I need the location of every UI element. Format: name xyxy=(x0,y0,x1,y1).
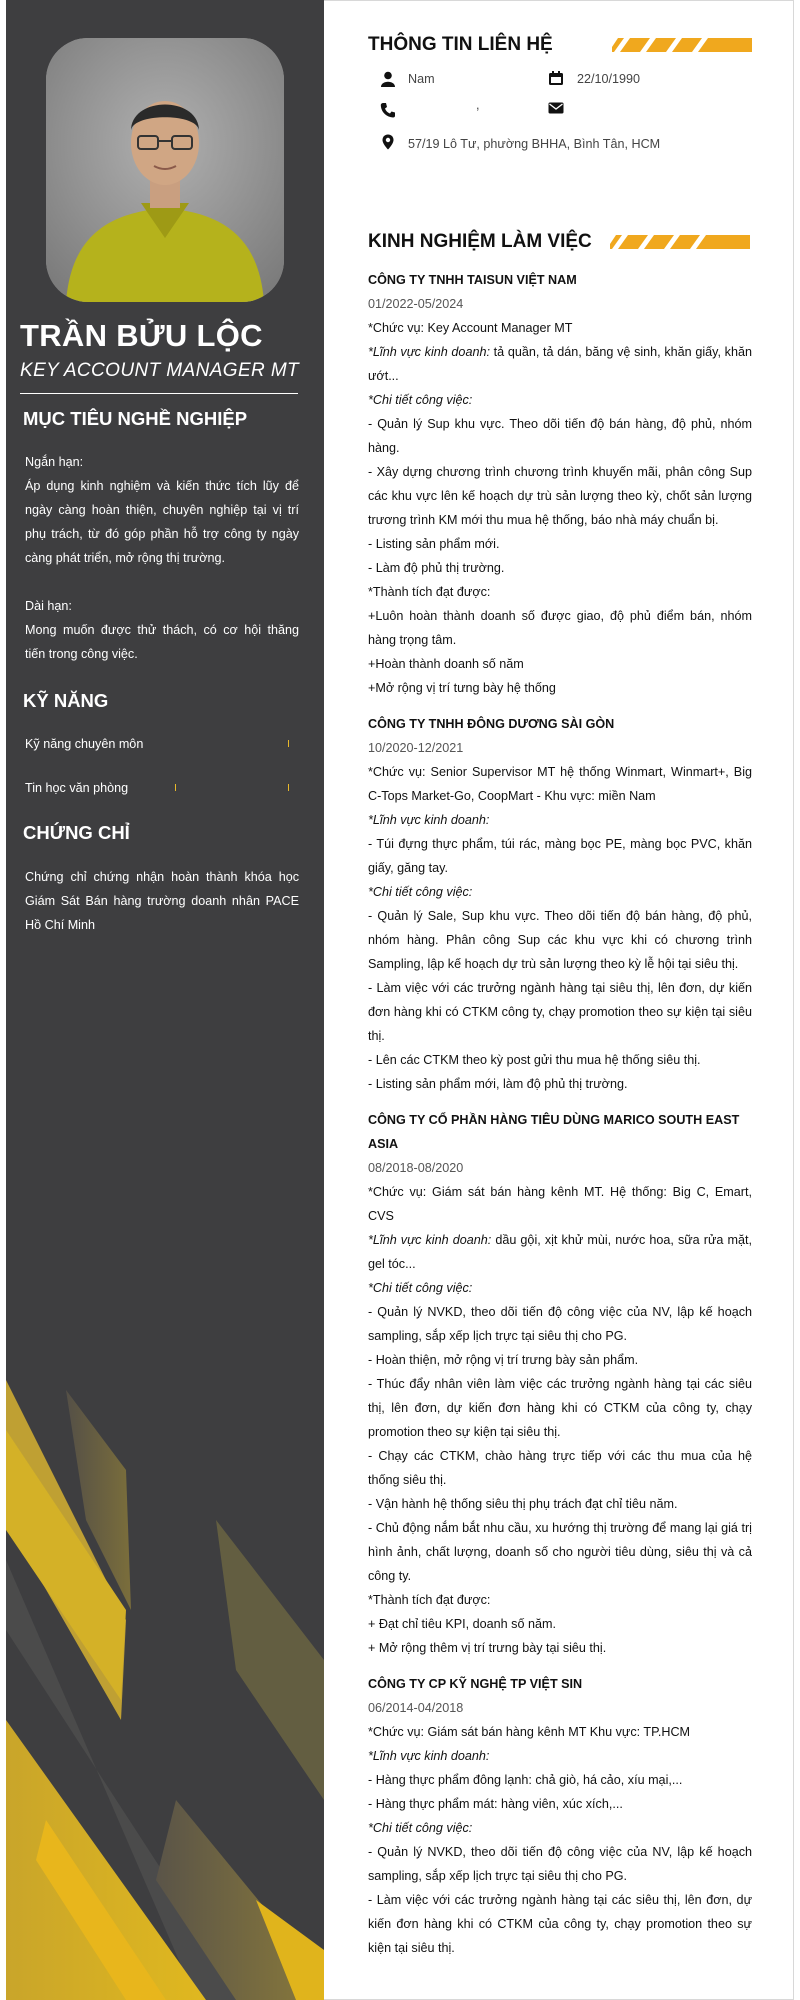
job-detail-label: *Lĩnh vực kinh doanh: xyxy=(368,1749,490,1763)
job-detail-text: - Làm việc với các trưởng ngành hàng tại các siêu thị, lên đơn, dự kiến đơn hàng khi có CTKM của công ty, chạy promotion theo sự kiện tại siêu thị. xyxy=(368,1893,752,1955)
job-detail-line xyxy=(368,532,752,556)
address-value: 57/19 Lô Tư, phường BHHA, Bình Tân, HCM xyxy=(408,137,661,151)
contact-heading: THÔNG TIN LIÊN HỆ xyxy=(368,34,553,55)
skill-label: Kỹ năng chuyên môn xyxy=(25,737,144,751)
profile-photo xyxy=(46,38,284,302)
job-detail-line xyxy=(368,1744,752,1768)
job-detail-text: - Quản lý Sale, Sup khu vực. Theo dõi tiến độ bán hàng, độ phủ, nhóm hàng. Phân công Sup các khu vực khi có chương trình Sampling, lập kế hoạch dự trù sản lượng theo kỳ lễ hội tại siêu thị. xyxy=(368,909,752,971)
job-detail-text: - Làm độ phủ thị trường. xyxy=(368,561,505,575)
job-detail-label: *Lĩnh vực kinh doanh: xyxy=(368,813,490,827)
job-detail-line xyxy=(368,1588,752,1612)
certificate-text: Chứng chỉ chứng nhận hoàn thành khóa học Giám Sát Bán hàng trường doanh nhân PACE Hồ Chí Minh xyxy=(25,870,299,932)
email-icon xyxy=(548,100,564,116)
job-detail-text: - Listing sản phẩm mới, làm độ phủ thị trường. xyxy=(368,1077,628,1091)
job-detail-text: +Hoàn thành doanh số năm xyxy=(368,657,524,671)
experience-heading: KINH NGHIỆM LÀM VIỆC xyxy=(368,231,592,252)
profile-name: TRẦN BỬU LỘC xyxy=(20,318,263,353)
name-divider xyxy=(20,393,298,394)
job-detail-label: *Chi tiết công việc: xyxy=(368,1821,473,1835)
job-detail-text: - Hàng thực phẩm mát: hàng viên, xúc xích,... xyxy=(368,1797,623,1811)
job-entry xyxy=(368,1108,752,1660)
calendar-icon xyxy=(548,70,564,86)
job-detail-line xyxy=(368,1816,752,1840)
job-detail-line xyxy=(368,604,752,652)
company-name: CÔNG TY CỔ PHẦN HÀNG TIÊU DÙNG MARICO SOUTH EAST ASIA xyxy=(368,1113,740,1151)
job-date: 08/2018-08/2020 xyxy=(368,1161,464,1175)
job-detail-line xyxy=(368,976,752,1048)
job-detail-text: *Thành tích đạt được: xyxy=(368,1593,491,1607)
job-detail-line xyxy=(368,580,752,604)
job-entry xyxy=(368,712,752,1096)
job-detail-line xyxy=(368,760,752,808)
job-detail-line xyxy=(368,1072,752,1096)
sidebar xyxy=(6,0,324,2000)
job-detail-line xyxy=(368,1228,752,1276)
job-detail-text: +Mở rộng vị trí tưng bày hệ thống xyxy=(368,681,556,695)
job-entry xyxy=(368,1672,752,1960)
job-detail-text: *Chức vụ: Key Account Manager MT xyxy=(368,321,573,335)
job-detail-line xyxy=(368,388,752,412)
objective-short-label: Ngắn hạn: xyxy=(25,455,84,469)
job-detail-label: *Lĩnh vực kinh doanh: xyxy=(368,1233,492,1247)
skill-row xyxy=(25,734,293,754)
job-detail-text: - Chủ động nắm bắt nhu cầu, xu hướng thị trường để mang lại giá trị hình ảnh, chất lượng, doanh số cho người tiêu dùng, siêu thị và cả công ty. xyxy=(368,1521,752,1583)
job-detail-line xyxy=(368,832,752,880)
job-date: 01/2022-05/2024 xyxy=(368,297,464,311)
skill-scale-end xyxy=(288,784,289,791)
job-detail-text: - Chạy các CTKM, chào hàng trực tiếp với các thu mua của hệ thống siêu thị. xyxy=(368,1449,752,1487)
phone-icon xyxy=(380,102,396,118)
job-detail-label: *Chi tiết công việc: xyxy=(368,393,473,407)
objective-long-text: Mong muốn được thử thách, có cơ hội thăng tiến trong công việc. xyxy=(25,623,299,661)
company-name: CÔNG TY TNHH TAISUN VIỆT NAM xyxy=(368,273,577,287)
job-detail-line xyxy=(368,1276,752,1300)
job-detail-line xyxy=(368,1720,752,1744)
job-detail-text: +Luôn hoàn thành doanh số được giao, độ phủ điểm bán, nhóm hàng trọng tâm. xyxy=(368,609,752,647)
job-date: 10/2020-12/2021 xyxy=(368,741,464,755)
job-detail-text: tả quần, tả dán, băng vệ sinh, khăn giấy, khăn ướt... xyxy=(368,345,752,383)
job-detail-line xyxy=(368,1888,752,1960)
job-detail-line xyxy=(368,1348,752,1372)
job-detail-text: + Mở rộng thêm vị trí trưng bày tại siêu thị. xyxy=(368,1641,607,1655)
job-detail-line xyxy=(368,1840,752,1888)
job-detail-text: - Xây dựng chương trình chương trình khuyến mãi, phân công Sup các khu vực lên kế hoạch dự trù sản lượng theo kỳ, chốt sản lượng trương trình KM mới thu mua hệ thống, báo nhà máy chuẩn bị. xyxy=(368,465,752,527)
job-detail-label: *Lĩnh vực kinh doanh: xyxy=(368,345,490,359)
job-detail-line xyxy=(368,1300,752,1348)
job-detail-line xyxy=(368,1768,752,1792)
certificates-heading: CHỨNG CHỈ xyxy=(23,822,130,843)
job-detail-line xyxy=(368,1048,752,1072)
job-detail-label: *Chi tiết công việc: xyxy=(368,885,473,899)
job-detail-line xyxy=(368,316,752,340)
experience-list xyxy=(368,268,752,1972)
job-detail-text: *Chức vụ: Senior Supervisor MT hệ thống Winmart, Winmart+, Big C-Tops Market-Go, CoopMart - Khu vực: miền Nam xyxy=(368,765,752,803)
job-detail-line xyxy=(368,340,752,388)
company-name: CÔNG TY TNHH ĐÔNG DƯƠNG SÀI GÒN xyxy=(368,717,615,731)
contact-separator: , xyxy=(476,98,480,112)
job-detail-text: *Thành tích đạt được: xyxy=(368,585,491,599)
job-detail-line xyxy=(368,652,752,676)
person-icon xyxy=(380,71,396,87)
skill-row xyxy=(25,778,293,798)
company-name: CÔNG TY CP KỸ NGHỆ TP VIỆT SIN xyxy=(368,1677,583,1691)
job-detail-line xyxy=(368,460,752,532)
job-detail-line xyxy=(368,412,752,460)
objective-short-text: Áp dụng kinh nghiệm và kiến thức tích lũy để ngày càng hoàn thiện, chuyên nghiệp tại vị trí phụ trách, từ đó góp phần hỗ trợ công ty ngày càng phát triển, mở rộng thị trường. xyxy=(25,479,299,565)
job-detail-text: - Vận hành hệ thống siêu thị phụ trách đạt chỉ tiêu năm. xyxy=(368,1497,678,1511)
job-detail-text: - Quản lý NVKD, theo dõi tiến độ công việc của NV, lập kế hoạch sampling, sắp xếp lịch trực tại siêu thị cho PG. xyxy=(368,1305,752,1343)
skill-level-marker xyxy=(175,784,176,791)
job-detail-line xyxy=(368,1516,752,1588)
job-detail-line xyxy=(368,1180,752,1228)
job-detail-line xyxy=(368,556,752,580)
job-detail-line xyxy=(368,676,752,700)
job-detail-text: *Chức vụ: Giám sát bán hàng kênh MT. Hệ thống: Big C, Emart, CVS xyxy=(368,1185,752,1223)
job-detail-line xyxy=(368,1444,752,1492)
job-detail-text: - Listing sản phẩm mới. xyxy=(368,537,500,551)
gender-value: Nam xyxy=(408,72,435,86)
job-detail-text: - Thúc đẩy nhân viên làm việc các trưởng ngành hàng tại các siêu thị, lên đơn, dự kiến đơn hàng khi có CTKM của công ty, chạy promotion theo sự kiện tại siêu thị. xyxy=(368,1377,752,1439)
job-detail-line xyxy=(368,1636,752,1660)
location-icon xyxy=(380,134,396,150)
job-detail-text: *Chức vụ: Giám sát bán hàng kênh MT Khu vực: TP.HCM xyxy=(368,1725,691,1739)
job-detail-text: - Túi đựng thực phẩm, túi rác, màng bọc PE, màng bọc PVC, khăn giấy, găng tay. xyxy=(368,837,752,875)
skills-heading: KỸ NĂNG xyxy=(23,690,109,711)
job-detail-text: - Quản lý NVKD, theo dõi tiến độ công việc của NV, lập kế hoạch sampling, sắp xếp lịch trực tại siêu thị cho PG. xyxy=(368,1845,752,1883)
job-detail-text: - Làm việc với các trưởng ngành hàng tại siêu thị, lên đơn, dự kiến đơn hàng khi có CTKM công ty, chạy promotion theo sự kiện tại siêu thị. xyxy=(368,981,752,1043)
job-date: 06/2014-04/2018 xyxy=(368,1701,464,1715)
job-detail-line xyxy=(368,1792,752,1816)
skill-label: Tin học văn phòng xyxy=(25,781,129,795)
job-detail-line xyxy=(368,808,752,832)
job-entry xyxy=(368,268,752,700)
heading-stripe-decoration xyxy=(612,38,752,52)
job-detail-text: - Quản lý Sup khu vực. Theo dõi tiến độ bán hàng, độ phủ, nhóm hàng. xyxy=(368,417,752,455)
job-detail-text: - Lên các CTKM theo kỳ post gửi thu mua hệ thống siêu thị. xyxy=(368,1053,701,1067)
heading-stripe-decoration xyxy=(610,235,750,249)
job-detail-text: - Hoàn thiện, mở rộng vị trí trưng bày sản phẩm. xyxy=(368,1353,639,1367)
birthday-value: 22/10/1990 xyxy=(577,72,641,86)
job-detail-line xyxy=(368,1492,752,1516)
job-detail-line xyxy=(368,1612,752,1636)
profile-title: KEY ACCOUNT MANAGER MT xyxy=(20,360,300,381)
job-detail-text: - Hàng thực phẩm đông lạnh: chả giò, há cảo, xíu mại,... xyxy=(368,1773,683,1787)
job-detail-line xyxy=(368,880,752,904)
job-detail-text: dầu gội, xịt khử mùi, nước hoa, sữa rửa mặt, gel tóc... xyxy=(368,1233,753,1271)
skill-level-marker xyxy=(288,740,289,747)
job-detail-line xyxy=(368,1372,752,1444)
job-detail-text: + Đạt chỉ tiêu KPI, doanh số năm. xyxy=(368,1617,556,1631)
objective-heading: MỤC TIÊU NGHỀ NGHIỆP xyxy=(23,408,248,429)
job-detail-label: *Chi tiết công việc: xyxy=(368,1281,473,1295)
job-detail-line xyxy=(368,904,752,976)
objective-long-label: Dài hạn: xyxy=(25,599,72,613)
